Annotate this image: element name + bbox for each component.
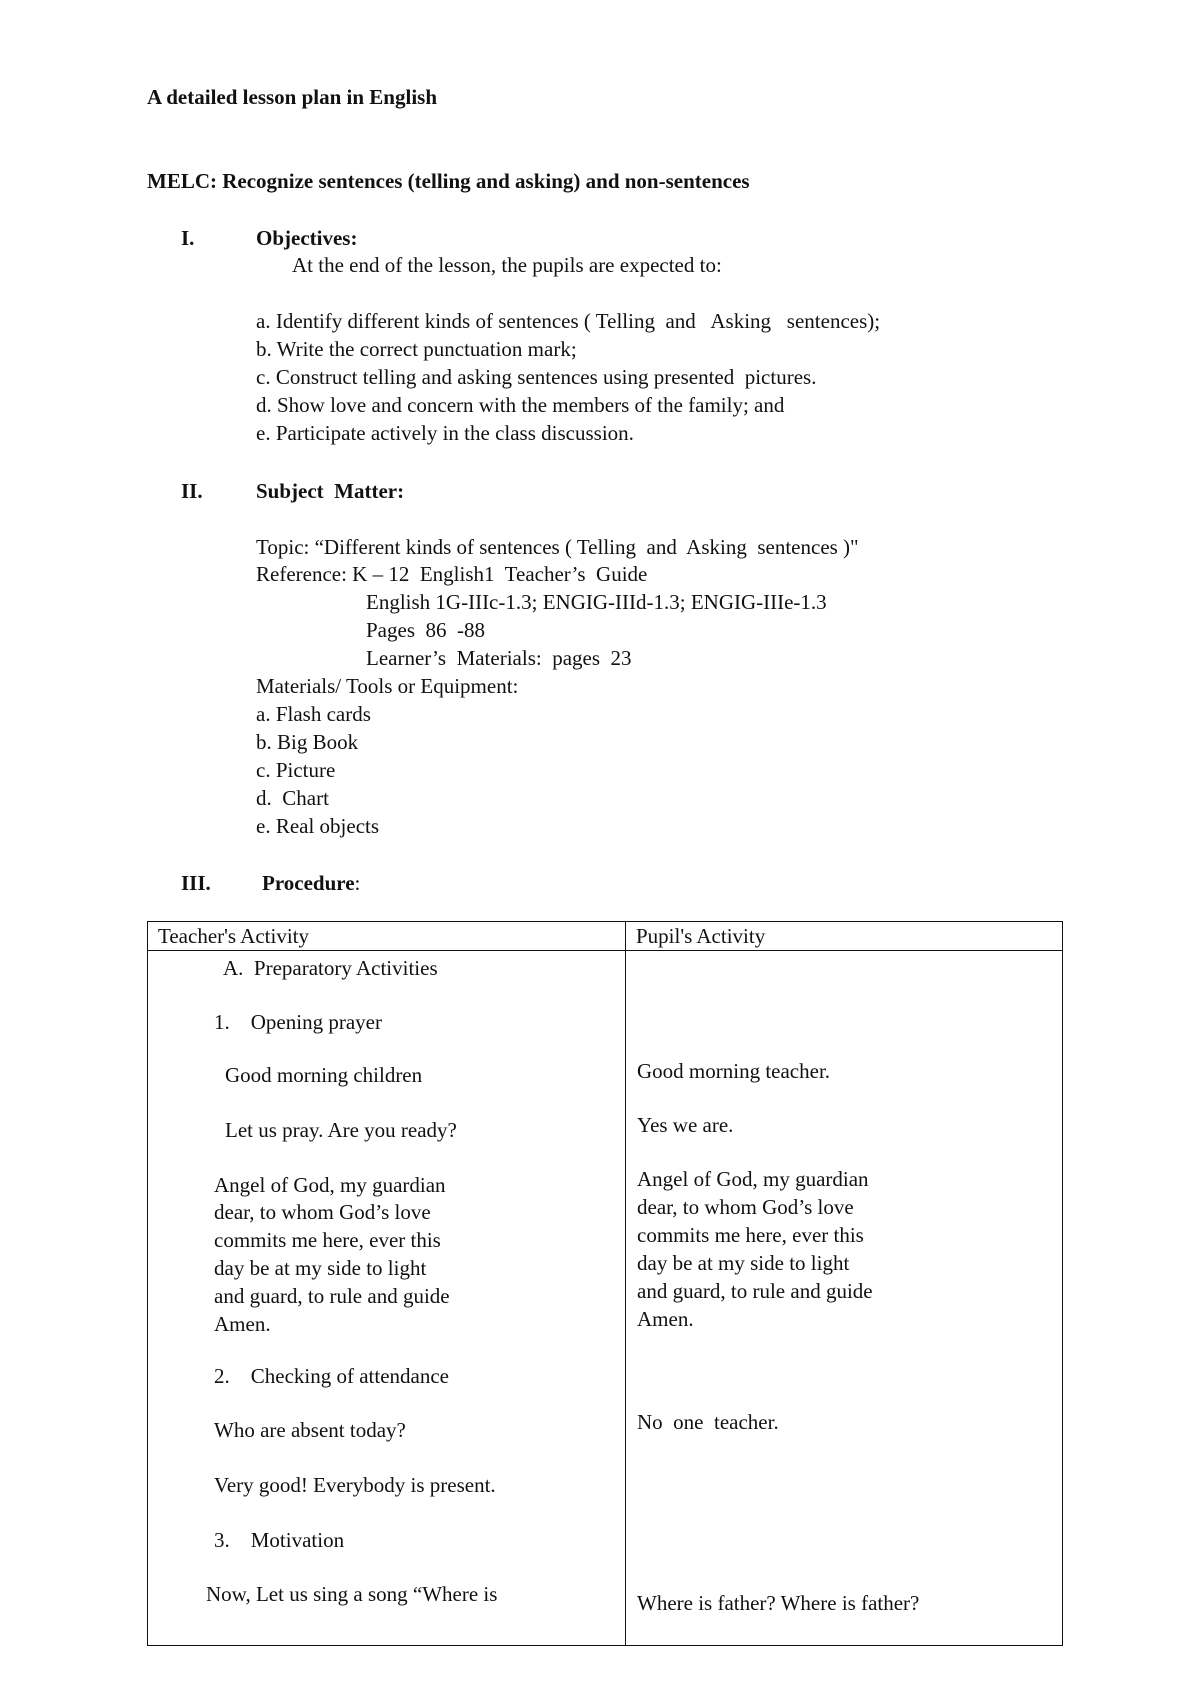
material-item: a. Flash cards [256,702,371,726]
objective-item: a. Identify different kinds of sentences ( Telling and Asking sentences); [256,309,881,333]
melc-statement: MELC: Recognize sentences (telling and asking) and non-sentences [147,169,750,193]
teacher-line: Who are absent today? [214,1418,406,1442]
subject-matter-heading: Subject Matter: [256,479,405,503]
objective-item: e. Participate actively in the class discussion. [256,421,634,445]
material-item: d. Chart [256,786,329,810]
teacher-line: 1. Opening prayer [214,1010,382,1034]
teacher-line: Very good! Everybody is present. [214,1473,496,1497]
teacher-line: 2. Checking of attendance [214,1364,449,1388]
teacher-line: day be at my side to light [214,1256,427,1280]
reference-line: Learner’s Materials: pages 23 [366,646,632,670]
objective-item: d. Show love and concern with the members of the family; and [256,393,785,417]
objectives-heading: Objectives: [256,226,358,250]
procedure-heading-colon: : [354,871,361,895]
subject-matter-numeral: II. [181,479,203,503]
pupil-line: Angel of God, my guardian [637,1167,869,1191]
teacher-line: A. Preparatory Activities [223,956,438,980]
teacher-line: and guard, to rule and guide [214,1284,450,1308]
objectives-numeral: I. [181,226,195,250]
teacher-line: Let us pray. Are you ready? [225,1118,457,1142]
pupil-line: Good morning teacher. [637,1059,831,1083]
teacher-line: Now, Let us sing a song “Where is [206,1582,498,1606]
material-item: e. Real objects [256,814,380,838]
pupil-line: Amen. [637,1307,694,1331]
teacher-line: 3. Motivation [214,1528,345,1552]
procedure-table [147,921,1063,1646]
material-item: c. Picture [256,758,336,782]
objectives-intro: At the end of the lesson, the pupils are expected to: [292,253,722,277]
table-row [148,951,1063,1646]
teacher-activity-header: Teacher's Activity [148,922,626,951]
subject-reference: Reference: K – 12 English1 Teacher’s Guide [256,562,648,586]
pupil-line: commits me here, ever this [637,1223,864,1247]
procedure-heading: Procedure [262,871,355,895]
procedure-heading-wrap [262,873,360,894]
pupil-line: Yes we are. [637,1113,734,1137]
reference-line: Pages 86 -88 [366,618,485,642]
pupil-line: day be at my side to light [637,1251,850,1275]
document-title: A detailed lesson plan in English [147,85,438,109]
teacher-line: commits me here, ever this [214,1228,441,1252]
objective-item: b. Write the correct punctuation mark; [256,337,577,361]
materials-label: Materials/ Tools or Equipment: [256,674,519,698]
subject-topic: Topic: “Different kinds of sentences ( Telling and Asking sentences )" [256,535,859,559]
material-item: b. Big Book [256,730,359,754]
table-header-row [148,922,1063,951]
objective-item: c. Construct telling and asking sentences using presented pictures. [256,365,817,389]
pupil-line: and guard, to rule and guide [637,1279,873,1303]
teacher-line: Amen. [214,1312,271,1336]
procedure-numeral: III. [181,871,211,895]
teacher-line: Angel of God, my guardian [214,1173,446,1197]
pupil-line: No one teacher. [637,1410,779,1434]
pupil-activity-cell [626,951,1063,1646]
pupil-activity-header: Pupil's Activity [626,922,1063,951]
pupil-line: Where is father? Where is father? [637,1591,920,1615]
reference-line: English 1G-IIIc-1.3; ENGIG-IIId-1.3; ENGIG-IIIe-1.3 [366,590,827,614]
pupil-line: dear, to whom God’s love [637,1195,854,1219]
teacher-line: dear, to whom God’s love [214,1200,431,1224]
teacher-activity-cell [148,951,626,1646]
teacher-line: Good morning children [225,1063,423,1087]
